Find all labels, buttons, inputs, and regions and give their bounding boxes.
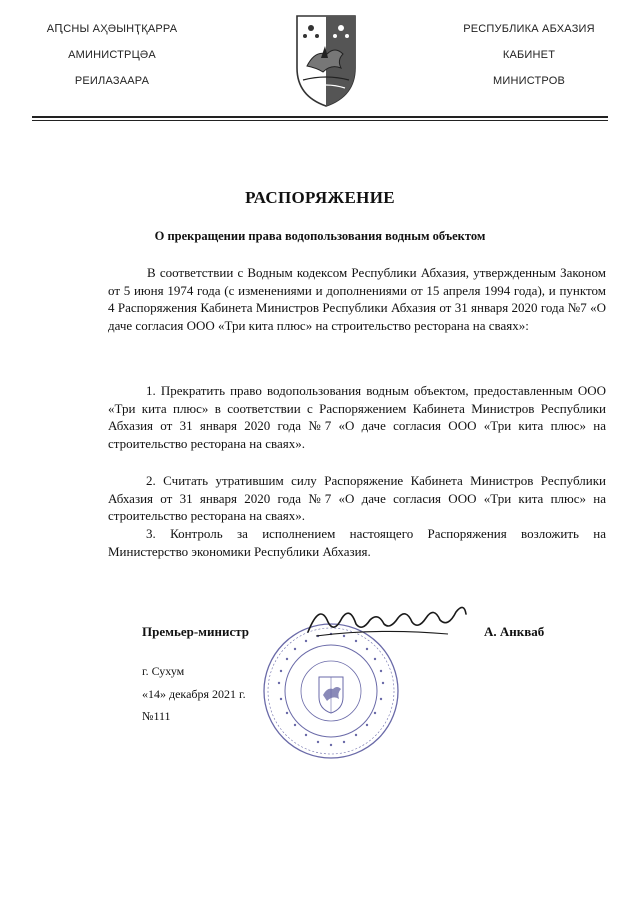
header-left-line-3: РЕИЛАЗААРА xyxy=(74,75,150,87)
abkhazia-coat-of-arms-icon xyxy=(291,10,361,110)
header-left-line-1: АԤСНЫ АҲӘЫНҬҚАРРА xyxy=(46,23,178,35)
handwritten-signature xyxy=(298,598,474,648)
document-date: «14» декабря 2021 г. xyxy=(142,687,246,701)
header-divider-thin xyxy=(32,120,608,121)
header-right-line-3: МИНИСТРОВ xyxy=(492,75,565,87)
header-right-block xyxy=(448,24,610,102)
intro-paragraph: В соответствии с Водным кодексом Республики Абхазия, утвержденным Законом от 5 июня 1974 года (с изменениями и дополнениями от 15 апреля 1994 года), и пунктом 4 Распоряжения Кабинета Министров Республики Абхазия от 31 января 2020 года №7 «О даче согласия ООО «Три кита плюс» на строительство ресторана на сваях»: xyxy=(108,265,606,333)
header-right-line-2: КАБИНЕТ xyxy=(502,49,556,61)
signatory-role: Премьер-министр xyxy=(142,624,250,639)
order-item-1: 1. Прекратить право водопользования водным объектом, предоставленным ООО «Три кита плюс» в соответствии с Распоряжением Кабинета Министров Республики Абхазия от 31 января 2020 года №7 «О даче согласия ООО «Три кита плюс» на строительство ресторана на сваях». xyxy=(108,383,606,451)
header-right-line-1: РЕСПУБЛИКА АБХАЗИЯ xyxy=(463,23,595,35)
signatory-name: А. Анкваб xyxy=(484,624,545,639)
header-left-block xyxy=(42,24,182,102)
document-number: №111 xyxy=(142,709,171,723)
order-item-2: 2. Считать утратившим силу Распоряжение Кабинета Министров Республики Абхазия от 31 января 2020 года №7 «О даче согласия ООО «Три кита плюс» на строительство ресторана на сваях». xyxy=(108,473,606,524)
document-subtitle: О прекращении права водопользования водным объектом xyxy=(154,229,486,243)
order-item-3: 3. Контроль за исполнением настоящего Распоряжения возложить на Министерство экономики Республики Абхазия. xyxy=(108,526,606,559)
header-left-line-2: АМИНИСТРЦӘА xyxy=(68,49,156,61)
header-divider-thick xyxy=(32,116,608,118)
document-title: РАСПОРЯЖЕНИЕ xyxy=(245,188,395,207)
document-city: г. Сухум xyxy=(142,664,185,678)
